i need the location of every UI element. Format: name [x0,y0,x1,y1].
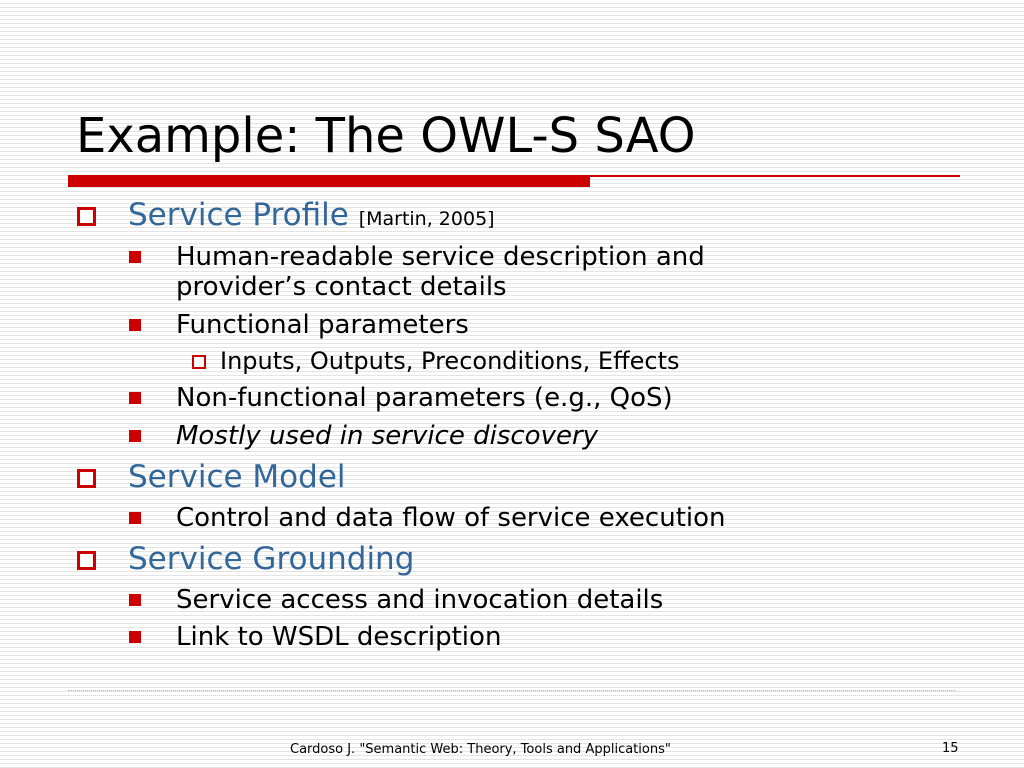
bullet-text: Human-readable service description and [176,242,705,272]
footer-divider [68,690,956,691]
bullet-text: Non-functional parameters (e.g., QoS) [176,383,673,413]
filled-square-bullet-icon [129,594,141,606]
filled-square-bullet-icon [129,430,141,442]
bullet-service-access [176,585,663,615]
bullet-text: provider’s contact details [176,272,507,302]
bullet-non-functional [176,383,673,413]
slide-title: Example: The OWL-S SAO [76,108,696,164]
filled-square-bullet-icon [129,631,141,643]
filled-square-bullet-icon [129,512,141,524]
bullet-text: Inputs, Outputs, Preconditions, Effects [220,347,680,375]
citation: [Martin, 2005] [358,208,495,230]
hollow-square-bullet-icon [77,469,96,488]
bullet-text: Mostly used in service discovery [176,421,599,451]
bullet-inputs-outputs [220,347,680,375]
bullet-service-grounding [128,540,414,578]
bullet-text: Link to WSDL description [176,622,502,652]
bullet-text: Service access and invocation details [176,585,664,615]
hollow-square-bullet-icon [77,551,96,570]
bullet-service-profile [128,196,495,238]
slide-footer: Cardoso J. "Semantic Web: Theory, Tools and Applications" [290,742,671,757]
filled-square-bullet-icon [129,251,141,263]
hollow-square-bullet-icon [77,207,96,226]
bullet-text: Service Profile [128,197,349,233]
bullet-text: Control and data flow of service execution [176,503,726,533]
bullet-service-discovery [176,421,598,451]
bullet-text: Service Grounding [128,541,415,577]
bullet-control-data-flow [176,503,726,533]
bullet-service-model [128,458,346,496]
bullet-human-readable-continued [176,272,507,302]
hollow-square-bullet-icon [192,355,206,369]
title-underline-thin [590,175,960,177]
page-number: 15 [942,741,959,756]
bullet-text: Functional parameters [176,310,469,340]
filled-square-bullet-icon [129,319,141,331]
filled-square-bullet-icon [129,392,141,404]
bullet-text: Service Model [128,459,346,495]
bullet-functional-parameters [176,310,469,340]
title-underline-thick [68,175,590,187]
bullet-human-readable [176,242,705,272]
bullet-wsdl-link [176,622,501,652]
